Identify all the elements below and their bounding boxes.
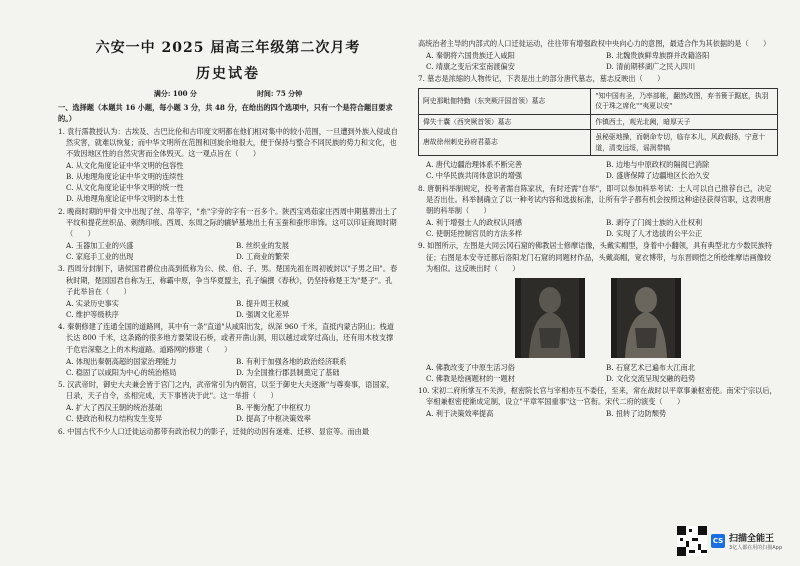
option-group [418,362,778,384]
option-text: D. 为全国推行郡县制奠定了基础 [236,367,340,377]
option-group [418,50,778,72]
option-text: B. 平衡分配了中枢权力 [236,403,311,413]
full-score: 满分: 100 分 [153,89,197,99]
school-title: 六安一中 2025 届高三年级第二次月考 [95,40,361,56]
option-text: A. 玉器加工业的兴盛 [66,241,134,251]
option-text: A. 秦朝将六国贵族迁入咸阳 [426,51,515,61]
option-text: C. 从文化角度论证中华文明的统一性 [66,183,184,193]
option-text: C. 佛教是绘画题材的一题材 [426,374,515,383]
app-name: 扫描全能王 [729,534,775,544]
epitaph-table [418,88,778,157]
epitaph-text-cell: 虽秘驱地操，而朝命专切，临存本儿，风政载扬，宁意十道，清变远绥，谣润带犒 [591,130,778,156]
epitaph-text-cell: "知中国有圣，乃率部帐，翻然改图，弃书篑于踞底，执羽仪于珠之席化""夷夏以安" [591,88,778,114]
question-stem: 8. 唐朝科举制规定，投考者需自陈家状，有时还需"自举"，即可以参加科举考试：士人可以自己推荐自己，决定是否出仕。科举制确立了以一种考试内容和选拔标准，让所有学子都有机会按照这种途径获得官职，这表明唐朝的科举制（ ） [418,183,772,215]
epitaph-text-cell: 作镇西土，观光北阙，暗厚天子 [591,114,778,130]
camscanner-logo-icon: CS [711,534,725,548]
question-item [58,126,398,205]
question-stem: 3. 西周分封制下，诸侯国君爵位由高到低称为公、侯、伯、子、男。楚国先祖在周初被封以"子男之田"。春秋时期，楚国国君自称为王，称霸中原，争当华夏盟主，孔子编撰《春秋》，仍坚持称楚王为"楚子"。孔子此举旨在（ ） [58,264,398,296]
section-heading: 一、选择题（本题共 16 小题，每小题 3 分，共 48 分，在给出的四个选项中，只有一个是符合题目要求的。） [58,103,393,124]
option-text: B. 边地与中原政权的隔阂已消除 [606,160,710,170]
question-stem: 9. 如图所示，左图是大同云冈石窟的佛教居士修摩诘像，头戴实帽型，身着中小翻领，具有典型北方少数民族特征；右图是本安寺迁都后洛阳龙门石窟的同题材作品，头戴高帽，宽衣博带，与东晋顾恺之所绘维摩诘画像较为相似。这反映出时（ ） [418,241,773,273]
option-text: A. 利于决策效率提高 [426,409,494,419]
option-text: C. 维护等级秩序 [66,310,119,320]
epitaph-name-cell: 唐故徐州刺史孙府君墓志 [419,130,591,156]
table-row [419,88,778,114]
exam-meta [58,89,398,100]
question-item [418,38,778,72]
left-column [58,0,398,438]
option-text: A. 利于增强士人的政权认同感 [426,218,523,228]
question-item [58,263,398,320]
question-item [418,73,778,181]
question-item [58,206,398,263]
option-group [58,240,398,262]
option-text: B. 从地理角度论证中华文明的连续性 [66,172,184,182]
question-item [418,183,778,240]
option-text: D. 清前期移湖广之民入四川 [606,62,696,72]
question-item [418,385,778,419]
option-text: B. 有利于加强各地的政治经济联系 [236,356,347,366]
question-item [418,240,778,384]
question-list-left [58,126,398,437]
epitaph-name-cell: 偉失十囊（西突厥首领）墓志 [419,114,591,130]
option-text: B. 扭转了边防颓势 [606,409,667,419]
table-row [419,114,778,130]
question-stem: 2. 晚商时期的甲骨文中出现了丝、帛等字，"糸"字旁的字有一百多个。陕西宝鸡茹家庄西周中期墓葬出土了平纹和提花丝织品、刺绣印痕。西周、东周之际的辘轳墓地出土有玉蚕和蚕形串饰。这可以印证商周时期（ ） [58,206,398,238]
option-text: D. 强调文化差异 [236,310,290,320]
grotto-images [418,278,778,358]
question-stem: 高统治者主导的内部式的人口迁徙运动，往往带有增强政权中央向心力的意图，最适合作为其依据的是（ ） [418,39,771,48]
option-text: C. 使朝廷控制官员的方法多样 [426,229,523,239]
table-row [419,130,778,156]
option-text: A. 佛教改变了中原生活习俗 [426,362,515,372]
exam-time: 时间: 75 分钟 [256,89,303,99]
option-text: A. 扩大了西汉王朝的统治基础 [66,403,163,413]
option-group [58,160,398,205]
question-stem: 4. 秦朝修建了连通全国的道路网，其中有一条"直道"从咸阳出发，纵深 960 千米，直抵内蒙古阴山；栈道长达 800 千米，这条路的很多地方要架设石桥，或者开凿山洞，用以越过或穿过高山，还有用木枝支撑于危岩深壑之上的木构道路。道路网的修建（ ） [58,322,394,354]
option-text: C. 稳固了以咸阳为中心的统治格局 [66,367,177,377]
question-stem: 1. 袁行霈教授认为：古埃及、古巴比伦和古印度文明都在他们相对集中的较小范围，一旦遭到外族入侵或自然灾害，就难以恢复；而中华文明所在范围和回旋余地很大，便于保持与整合不同民族的势力和文化，也不致因地区性的自然灾害而全体毁灭。这一观点旨在（ ） [58,126,398,158]
option-text: B. 石窟艺术已遍布大江南北 [606,362,695,372]
option-text: D. 盛唐保障了边疆地区长治久安 [606,171,710,181]
option-text: A. 体现出秦朝高超的国家治理能力 [66,356,177,366]
option-group [58,298,398,320]
app-tagline: 3亿人都在用的扫描App [729,545,782,551]
yungang-statue-image [515,278,585,358]
option-group [58,402,398,424]
option-text: C. 中华民族共同体意识的增强 [426,171,523,181]
question-item [58,321,398,378]
option-text: D. 文化交流呈现交融的趋势 [606,374,696,383]
option-text: A. 实录历史事实 [66,298,119,308]
question-item [58,379,398,425]
option-text: C. 家庭手工业的出现 [66,252,134,262]
epitaph-name-cell: 阿史那毗伽特勤（东突厥汗国首领）墓志 [419,88,591,114]
scanner-watermark [677,526,782,556]
question-stem: 10. 宋初二府所掌互不关涉，枢密院长官与宰相亦互不委任，至来，常在战时以平章事兼枢密使。南宋宁宗以后，宰相兼枢密使渐成定制，设立"平章军国重事"这一官衔。宋代二府的演变（ ） [418,386,777,407]
question-stem: 6. 中国古代不少人口迁徙运动都带有政治权力的影子，迁徙的动因有迷难、迁移、显宦等。而由最 [58,426,370,436]
option-text: C. 靖康之变后宋室南渡偏安 [426,62,515,72]
option-text: B. 提升周王权威 [236,298,289,308]
option-text: D. 实现了人才选拔的公平公正 [606,229,703,239]
question-list-right [418,38,778,420]
option-text: A. 从文化角度论证中华文明的包容性 [66,161,184,170]
option-text: B. 剥夺了门阀士族的入仕权利 [606,218,703,228]
question-stem: 5. 汉武帝时，御史大夫兼会皆于宫门之内，武帝常引为内朝官，以至于御史大夫逐渐"与尊奏事，语国家，日录，天子自令，丞相完成，天下事皆决于此"。这一举措（ ） [58,379,394,401]
watermark-text [729,531,782,551]
longmen-statue-image [611,278,681,358]
question-stem: 7. 墓志是浓缩的人物传记，下表是出土的部分唐代墓志，墓志反映出（ ） [418,74,665,84]
option-text: A. 唐代边疆治理体系不断完善 [426,160,523,170]
right-column [418,0,778,420]
subject-title: 历史试卷 [196,65,260,82]
qr-code-icon [677,526,707,556]
option-group [418,217,778,239]
option-group [418,408,778,419]
option-text: D. 从地理角度论证中华文明的本土性 [66,194,184,204]
question-item [58,426,398,437]
option-group [58,356,398,378]
option-text: D. 工商业的繁荣 [236,252,290,262]
option-text: C. 使政治和权力结构发生变异 [66,414,163,424]
option-text: D. 提高了中枢决策效率 [236,414,311,424]
option-group [418,159,778,181]
option-text: B. 北魏贵族鲜卑族群并改籍洛阳 [606,51,710,61]
option-text: B. 丝织业的发展 [236,241,289,251]
